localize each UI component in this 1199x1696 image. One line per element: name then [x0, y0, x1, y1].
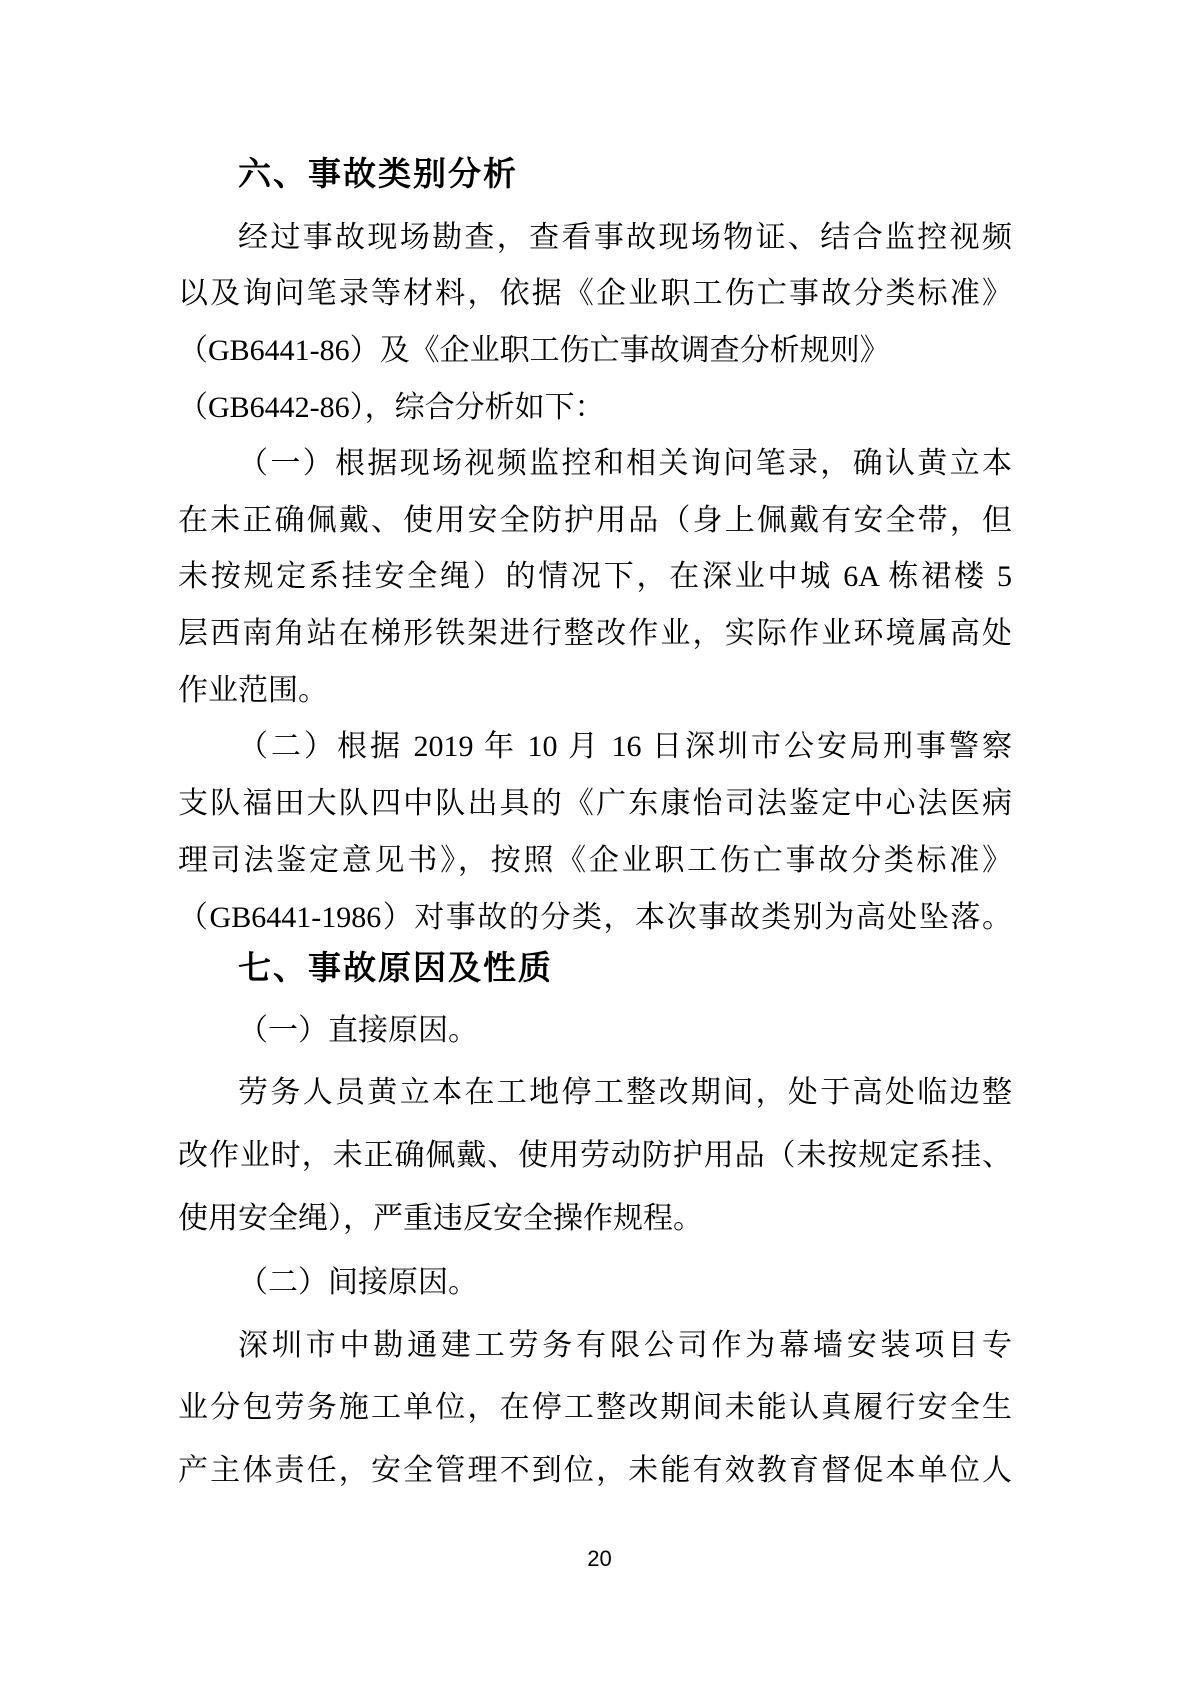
paragraph-line: 产主体责任，安全管理不到位，未能有效教育督促本单位人 — [178, 1454, 1012, 1487]
paragraph-line: 使用安全绳），严重违反安全操作规程。 — [178, 1202, 703, 1235]
paragraph-line: （二）根据 2019 年 10 月 16 日深圳市公安局刑事警察 — [238, 730, 1012, 763]
paragraph-line: （GB6442-86），综合分析如下： — [178, 391, 605, 424]
paragraph-line: （GB6441-86）及《企业职工伤亡事故调查分析规则》 — [178, 334, 890, 367]
paragraph-line: 劳务人员黄立本在工地停工整改期间，处于高处临边整 — [238, 1076, 1012, 1109]
page-number: 20 — [587, 1546, 612, 1571]
section-7-heading: 七、事故原因及性质 — [238, 949, 553, 986]
paragraph-line: 未按规定系挂安全绳）的情况下，在深业中城 6A 栋裙楼 5 — [178, 560, 1012, 593]
paragraph-line: 支队福田大队四中队出具的《广东康怡司法鉴定中心法医病 — [178, 787, 1012, 820]
paragraph-line: （一）根据现场视频监控和相关询问笔录，确认黄立本 — [238, 447, 1012, 480]
section-6-heading: 六、事故类别分析 — [238, 155, 518, 192]
paragraph-line: 在未正确佩戴、使用安全防护用品（身上佩戴有安全带，但 — [178, 504, 1012, 537]
paragraph-line: 理司法鉴定意见书》，按照《企业职工伤亡事故分类标准》 — [178, 844, 1012, 877]
paragraph-line: 深圳市中勘通建工劳务有限公司作为幕墙安装项目专 — [238, 1329, 1012, 1362]
paragraph-line: （一）直接原因。 — [238, 1014, 478, 1047]
paragraph-line: 作业范围。 — [178, 674, 328, 707]
paragraph-line: 改作业时，未正确佩戴、使用劳动防护用品（未按规定系挂、 — [178, 1139, 1012, 1172]
paragraph-line: 以及询问笔录等材料，依据《企业职工伤亡事故分类标准》 — [178, 277, 1012, 310]
paragraph-line: （GB6441-1986）对事故的分类，本次事故类别为高处坠落。 — [178, 901, 1012, 934]
paragraph-line: 经过事故现场勘查，查看事故现场物证、结合监控视频 — [238, 221, 1012, 254]
paragraph-line: 业分包劳务施工单位，在停工整改期间未能认真履行安全生 — [178, 1391, 1012, 1424]
paragraph-line: （二）间接原因。 — [238, 1266, 478, 1299]
paragraph-line: 层西南角站在梯形铁架进行整改作业，实际作业环境属高处 — [178, 617, 1012, 650]
